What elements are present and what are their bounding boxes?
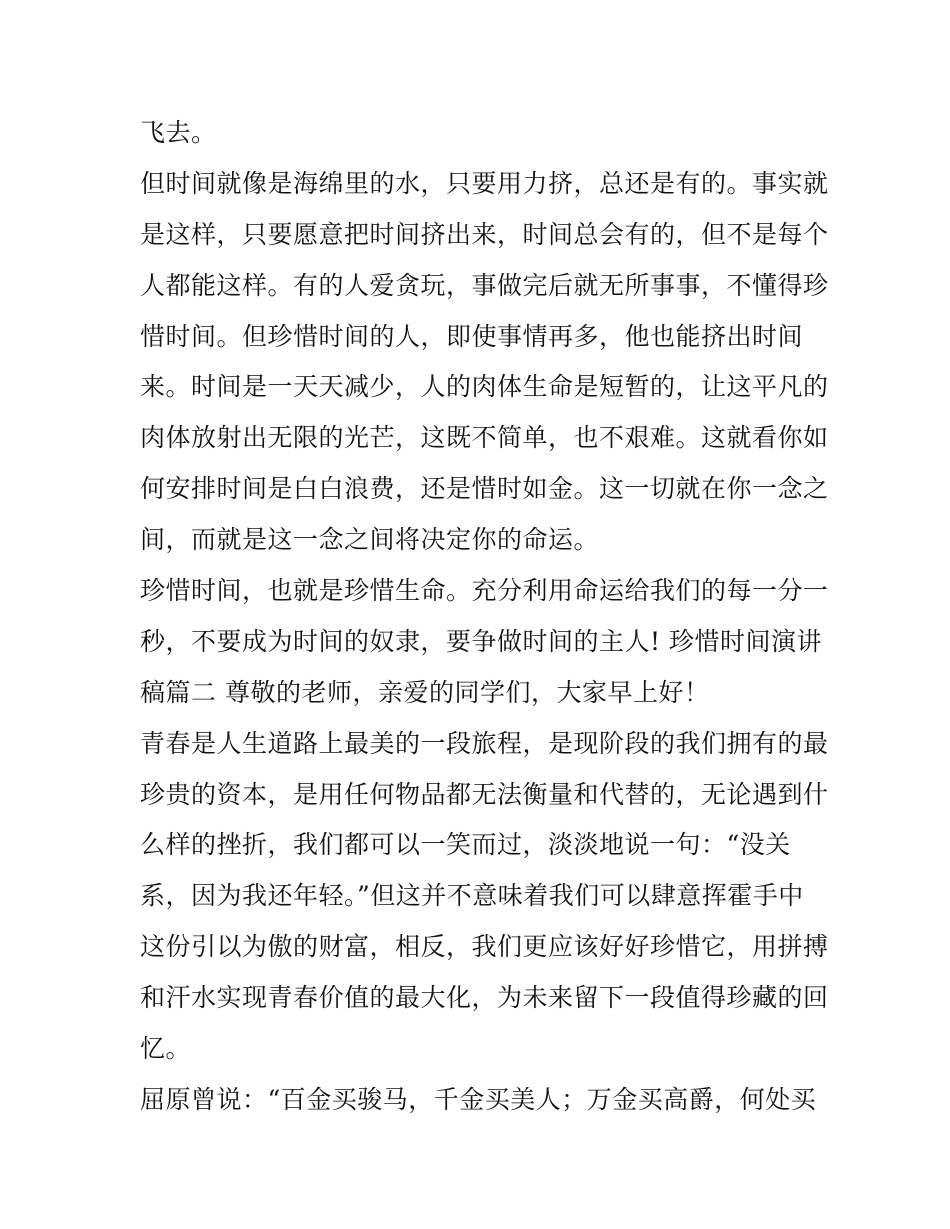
text-line: 但时间就像是海绵里的水，只要用力挤，总还是有的。事实就 bbox=[140, 168, 829, 198]
text-line: 何安排时间是白白浪费，还是惜时如金。这一切就在你一念之 bbox=[140, 474, 829, 504]
text-line: 稿篇二 尊敬的老师，亲爱的同学们，大家早上好！ bbox=[140, 677, 710, 707]
body-text bbox=[140, 108, 829, 1126]
text-line: 是这样，只要愿意把时间挤出来，时间总会有的，但不是每个 bbox=[140, 219, 829, 249]
text-line: 飞去。 bbox=[140, 118, 217, 147]
text-line: 青春是人生道路上最美的一段旅程，是现阶段的我们拥有的最 bbox=[140, 728, 829, 758]
text-line: 来。时间是一天天减少，人的肉体生命是短暂的，让这平凡的 bbox=[140, 372, 829, 402]
text-line: 惜时间。但珍惜时间的人，即使事情再多，他也能挤出时间 bbox=[140, 321, 804, 351]
text-line: 珍惜时间，也就是珍惜生命。充分利用命运给我们的每一分一 bbox=[140, 576, 829, 606]
text-line: 间，而就是这一念之间将决定你的命运。 bbox=[140, 525, 600, 555]
text-line: 忆。 bbox=[140, 1034, 192, 1064]
text-line: 和汗水实现青春价值的最大化，为未来留下一段值得珍藏的回 bbox=[140, 983, 829, 1013]
text-line: 系，因为我还年轻。”但这并不意味着我们可以肆意挥霍手中 bbox=[140, 881, 804, 911]
text-line: 屈原曾说：“百金买骏马，千金买美人；万金买高爵，何处买 bbox=[140, 1084, 817, 1114]
text-line: 么样的挫折，我们都可以一笑而过，淡淡地说一句：“没关 bbox=[140, 830, 791, 860]
text-line: 肉体放射出无限的光芒，这既不简单，也不艰难。这就看你如 bbox=[140, 423, 829, 453]
text-line: 秒，不要成为时间的奴隶，要争做时间的主人! 珍惜时间演讲 bbox=[140, 626, 822, 656]
text-line: 人都能这样。有的人爱贪玩，事做完后就无所事事，不懂得珍 bbox=[140, 270, 829, 300]
text-line: 珍贵的资本，是用任何物品都无法衡量和代替的，无论遇到什 bbox=[140, 779, 829, 809]
text-line: 这份引以为傲的财富，相反，我们更应该好好珍惜它，用拼搏 bbox=[140, 932, 829, 962]
